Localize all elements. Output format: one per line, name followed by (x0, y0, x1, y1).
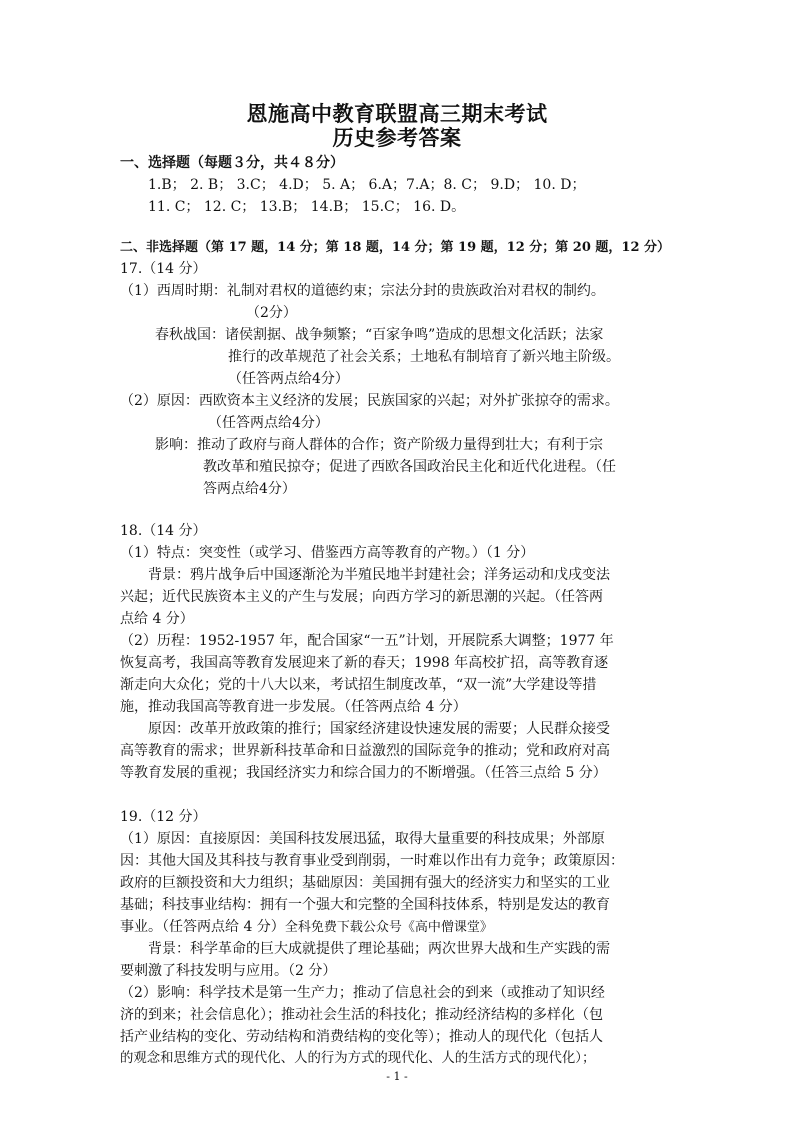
section-nonchoice-heading: 二、非选择题（第 17 题，14 分；第 18 题，14 分；第 19 题，12 分；第 20 题，12 分） (120, 240, 671, 255)
q17-line: 春秋战国：诸侯割据、战争频繁；“百家争鸣”造成的思想文化活跃；法家 (155, 327, 604, 343)
q18-line: 背景：鸦片战争后中国逐渐沦为半殖民地半封建社会；洋务运动和戊戌变法 (148, 567, 610, 583)
q19-line: （2）影响：科学技术是第一生产力；推动了信息社会的到来（或推动了知识经 (120, 985, 605, 1001)
q17-line: （任答两点给4分） (208, 415, 329, 431)
q17-line: 教改革和殖民掠夺；促进了西欧各国政治民主化和近代化进程。（任 (203, 459, 616, 475)
q19-line: 因：其他大国及其科技与教育事业受到削弱，一时难以作出有力竞争；政策原因： (120, 853, 624, 869)
page-number: - 1 - (386, 1070, 408, 1083)
q19-line: 要刺激了科技发明与应用。（2 分） (120, 963, 337, 979)
q19-line: 括产业结构的变化、劳动结构和消费结构的变化等）；推动人的现代化（包括人 (120, 1029, 603, 1045)
q18-line: 点给 4 分） (120, 611, 194, 627)
q17-label: 17.（14 分） (120, 261, 207, 277)
q19-line: 的观念和思维方式的现代化、人的行为方式的现代化、人的生活方式的现代化）； (120, 1051, 596, 1066)
q17-line: 答两点给4分） (203, 481, 296, 497)
q18-line: 原因：改革开放政策的推行；国家经济建设快速发展的需要；人民群众接受 (148, 721, 610, 737)
q18-line: 高等教育的需求；世界新科技革命和日益激烈的国际竞争的推动；党和政府对高 (120, 743, 610, 759)
q18-line: （2）历程：1952-1957 年，配合国家“一五”计划，开展院系大调整；1977 年 (120, 633, 614, 649)
exam-title: 恩施高中教育联盟高三期末考试 (246, 101, 548, 126)
q17-line: 影响：推动了政府与商人群体的合作；资产阶级力量得到壮大；有利于宗 (155, 437, 603, 453)
choice-answers-line-2: 11. C； 12. C； 13.B； 14.B； 15.C； 16. D。 (148, 199, 466, 215)
q19-line-text: 事业。（任答两点给 4 分） (120, 919, 285, 935)
q18-line: （1）特点：突变性（或学习、借鉴西方高等教育的产物。）（1 分） (120, 545, 535, 561)
q17-line: （1）西周时期：礼制对君权的道德约束；宗法分封的贵族政治对君权的制约。 (120, 283, 605, 299)
q19-line (120, 916, 493, 939)
q18-label: 18.（14 分） (120, 523, 207, 539)
q19-line: 政府的巨额投资和大力组织；基础原因：美国拥有强大的经济实力和坚实的工业 (120, 875, 610, 891)
q19-line: 济的到来；社会信息化）；推动社会生活的科技化；推动经济结构的多样化（包 (120, 1007, 603, 1023)
answer-key-title: 历史参考答案 (332, 125, 462, 150)
q17-line: （任答两点给4分） (228, 371, 349, 387)
q17-line: （2分） (246, 305, 297, 321)
q19-line: （1）原因：直接原因：美国科技发展迅猛，取得大量重要的科技成果；外部原 (120, 831, 605, 847)
q19-line: 基础；科技事业结构：拥有一个强大和完整的全国科技体系，特别是发达的教育 (120, 897, 610, 913)
section-choice-heading: 一、选择题（每题３分，共４８分） (120, 155, 344, 171)
q18-line: 恢复高考，我国高等教育发展迎来了新的春天；1998 年高校扩招，高等教育逐 (120, 655, 609, 671)
q19-line: 背景：科学革命的巨大成就提供了理论基础；两次世界大战和生产实践的需 (148, 941, 610, 957)
q19-label: 19.（12 分） (120, 809, 207, 825)
q18-line: 等教育发展的重视；我国经济实力和综合国力的不断增强。（任答三点给 5 分） (120, 765, 607, 781)
q18-line: 渐走向大众化；党的十八大以来，考试招生制度改革，“双一流”大学建设等措 (120, 677, 597, 693)
q17-line: （2）原因：西欧资本主义经济的发展；民族国家的兴起；对外扩张掠夺的需求。 (120, 393, 619, 409)
q18-line: 兴起；近代民族资本主义的产生与发展；向西方学习的新思潮的兴起。（任答两 (120, 589, 603, 605)
choice-answers-line-1: 1.B； 2. B； 3.C； 4.D； 5. A； 6.A；7.A；8. C； 9.D； 10. D； (148, 177, 586, 193)
q18-line: 施，推动我国高等教育进一步发展。（任答两点给 4 分） (120, 699, 467, 715)
q17-line: 推行的改革规范了社会关系；土地私有制培育了新兴地主阶级。 (228, 349, 620, 365)
promo-note: 全科免费下载公众号《高中僧课堂》 (284, 920, 493, 935)
